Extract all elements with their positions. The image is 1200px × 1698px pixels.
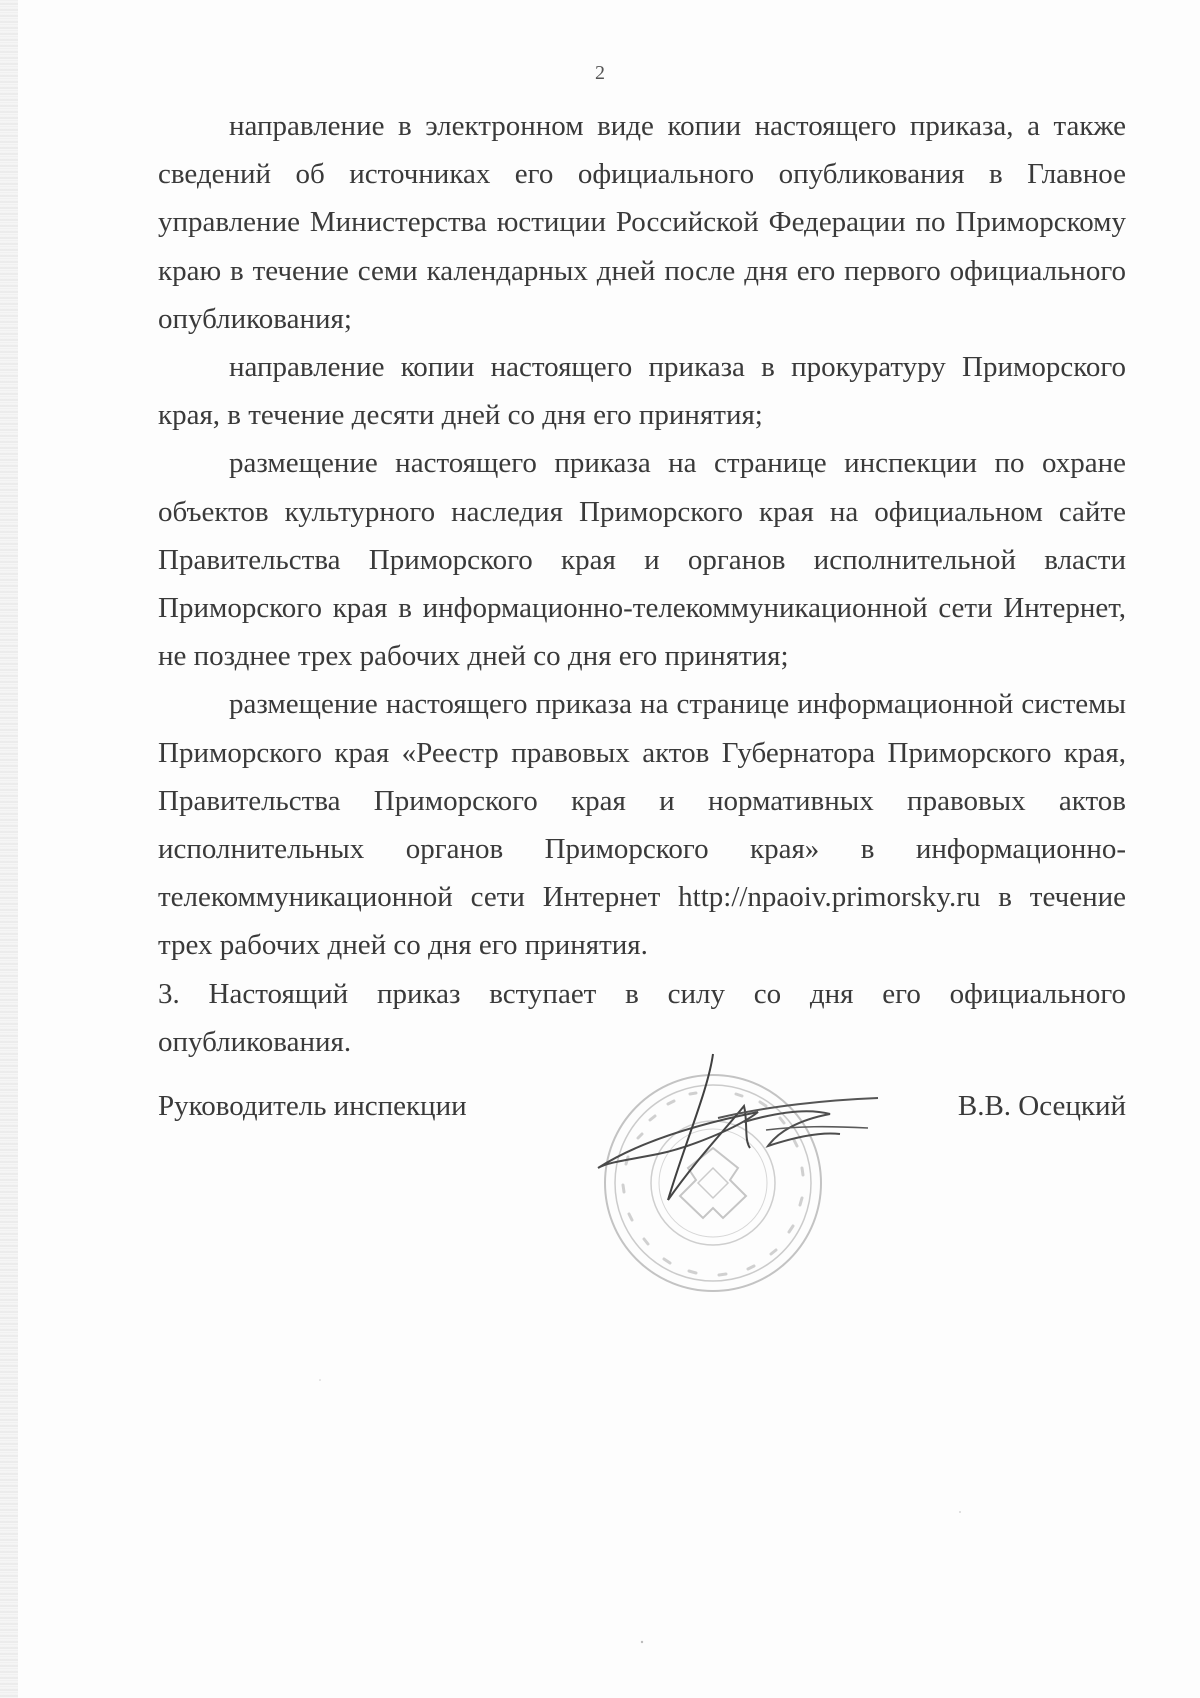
paragraph-site-posting: размещение настоящего приказа на странице инспекции по охране объектов культурного наследия Приморского края на официальном сайте Правительства Приморского края и органов исполнительной власти Приморского края в информационно-телекоммуникационной сети Интернет, не позднее трех рабочих дней со дня его принятия; [158, 447, 1126, 673]
paragraph-registry-posting: размещение настоящего приказа на странице информационной системы Приморского края «Реестр правовых актов Губернатора Приморского края, Правительства Приморского края и нормативных правовых актов исполнительных органов Приморского края» в информационно-телекоммуникационной сети Интернет http://npaoiv.primorsky.ru в течение трех рабочих дней со дня его принятия. [158, 688, 1126, 962]
signatory-name: В.В. Осецкий [957, 1090, 1126, 1122]
final-clause: 3. Настоящий приказ вступает в силу со дня его официального опубликования. [158, 977, 1126, 1058]
page-number: 2 [595, 62, 605, 84]
signature-block [158, 1090, 1126, 1130]
paragraph-electronic-copy: направление в электронном виде копии настоящего приказа, а также сведений об источниках его официального опубликования в Главное управление Министерства юстиции Российской Федерации по Приморскому краю в течение семи календарных дней после дня его первого официального опубликования; [158, 110, 1126, 335]
signatory-position: Руководитель инспекции [158, 1090, 467, 1122]
paragraph-prosecutor-copy: направление копии настоящего приказа в прокуратуру Приморского края, в течение десяти дней со дня его принятия; [158, 351, 1126, 432]
document-body [158, 102, 1126, 1066]
handwritten-signature-icon [568, 1050, 908, 1220]
scan-edge [0, 0, 18, 1698]
